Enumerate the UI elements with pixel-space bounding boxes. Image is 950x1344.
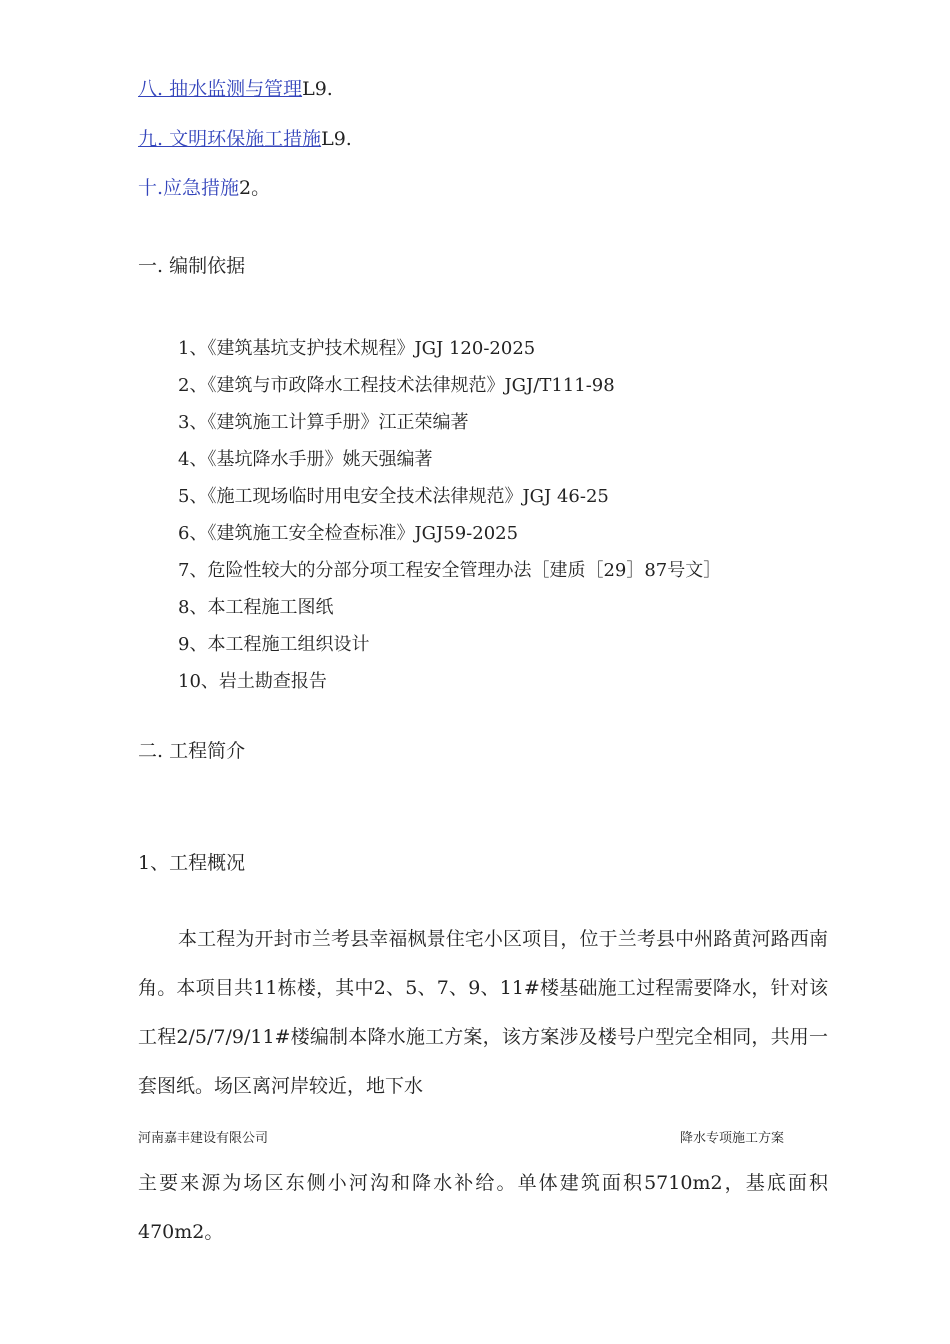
reference-item: 3、《建筑施工计算手册》江正荣编著 (178, 412, 469, 433)
toc-label[interactable]: 十.应急措施 (138, 177, 240, 199)
reference-item: 8、本工程施工图纸 (178, 597, 334, 618)
overview-paragraph: 本工程为开封市兰考县幸福枫景住宅小区项目，位于兰考县中州路黄河路西南角。本项目共11栋楼，其中2、5、7、9、11#楼基础施工过程需要降水，针对该工程2/5/7/9/11#楼编制本降水施工方案，该方案涉及楼号户型完全相同，共用一套图纸。场区离河岸较近，地下水 (138, 928, 828, 1097)
toc-entry-8[interactable] (138, 74, 333, 101)
reference-item: 7、危险性较大的分部分项工程安全管理办法［建质［29］87号文］ (178, 560, 722, 581)
reference-item: 4、《基坑降水手册》姚天强编著 (178, 449, 433, 470)
reference-item: 2、《建筑与市政降水工程技术法律规范》JGJ/T111-98 (178, 375, 615, 396)
section-heading-basis: 一. 编制依据 (138, 255, 246, 277)
toc-page-number: L9. (302, 78, 333, 100)
toc-entry-9[interactable] (138, 124, 352, 151)
overview-paragraph-continued: 主要来源为场区东侧小河沟和降水补给。单体建筑面积5710m2，基底面积470m2。 (138, 1172, 828, 1243)
reference-item: 5、《施工现场临时用电安全技术法律规范》JGJ 46-25 (178, 486, 609, 507)
reference-item: 10、岩土勘查报告 (178, 671, 327, 692)
toc-link[interactable]: 九. 文明环保施工措施 (138, 128, 322, 150)
footer-doc-title: 降水专项施工方案 (680, 1131, 785, 1146)
reference-item: 1、《建筑基坑支护技术规程》JGJ 120-2025 (178, 338, 536, 359)
toc-entry-10[interactable] (138, 173, 270, 200)
section-heading-overview: 二. 工程简介 (138, 740, 246, 762)
toc-page-number: 2。 (239, 177, 271, 199)
toc-page-number: L9. (321, 128, 352, 150)
footer-company: 河南嘉丰建设有限公司 (138, 1131, 269, 1146)
reference-item: 6、《建筑施工安全检查标准》JGJ59-2025 (178, 523, 519, 544)
toc-link[interactable]: 八. 抽水监测与管理 (138, 78, 303, 100)
subsection-heading: 1、工程概况 (138, 852, 246, 874)
reference-item: 9、本工程施工组织设计 (178, 634, 370, 655)
